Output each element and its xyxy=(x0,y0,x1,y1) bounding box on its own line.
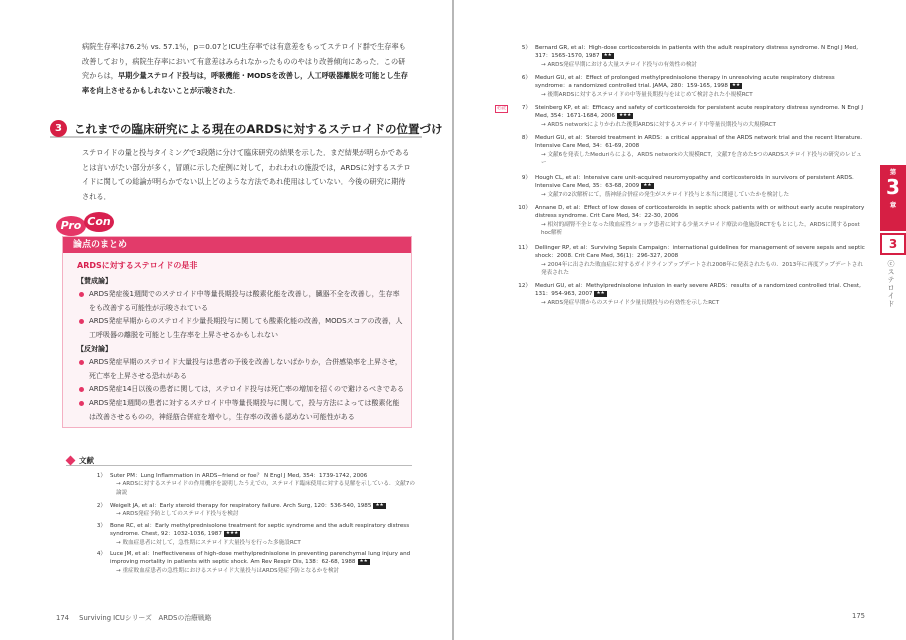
con-item xyxy=(77,397,405,424)
chapter-tab xyxy=(880,165,906,231)
con-label: 【反対論】 xyxy=(77,344,112,353)
reference-citation: Meduri GU, et al：Steroid treatment in ARDS：a critical appraisal of the ARDS network trial and the recent literature. Intensive Care Med, 34：61-69, 2008 xyxy=(535,135,863,150)
reference-citation: Annane D, et al：Effect of low doses of corticosteroids in septic shock patients with or without early acute respiratory distress syndrome. Crit Care Med, 34：22-30, 2006 xyxy=(535,205,865,220)
left-footer xyxy=(56,612,211,622)
section-number: 3 xyxy=(50,120,67,137)
references-heading xyxy=(66,456,412,466)
reference-number: 12） xyxy=(518,283,531,289)
intro-end: . xyxy=(232,85,236,95)
recommendation-star-badge: ★★ xyxy=(596,291,605,297)
recommendation-star-badge: ★★★ xyxy=(225,531,239,537)
reference-note: → 文献7の2次解析にて，筋神経合併症の発生がステロイド投与と本当に関連していたかを検討した xyxy=(541,191,790,198)
reference-note: → 文献6を発表したMeduriらによる，ARDS networkの大規模RCT，文献7を含めた5つのARDSステロイド投与の研究のレビュー xyxy=(541,151,862,167)
pro-item-text: ARDS発症後1週間でのステロイド中等量長期投与は酸素化能を改善し，臓器不全を改善し，生存率をも改善する可能性が示唆されている xyxy=(89,290,400,312)
chapter-suffix: 章 xyxy=(889,201,897,209)
right-page-number: 175 xyxy=(852,612,865,620)
recommendation-star-badge: ★★ xyxy=(359,559,368,565)
reference-number: 7） xyxy=(521,105,531,111)
pro-item xyxy=(77,315,405,342)
con-item-text: ARDS発症1週間の患者に対するステロイド中等量長期投与に関して，投与方法によっては酸素化能は改善させるものの，神経筋合併症を増やし，生存率の改善も認めない可能性がある xyxy=(89,398,400,421)
procon-subtitle: ARDSに対するステロイドの是非 xyxy=(77,261,198,270)
reference-item xyxy=(515,44,865,69)
pro-item-text: ARDS発症早期からのステロイド少量長期投与に関しても酸素化能の改善，MODSスコアの改善，人工呼吸器の離脱を可能とし生存率を上昇させるかもしれない xyxy=(89,317,403,339)
reference-citation-text: Hough CL, et al：Intensive care unit-acquired neuromyopathy and corticosteroids in survivors of persistent ARDS. Intensive Care Med, 35：63-68, 2009 xyxy=(535,175,854,190)
reference-citation xyxy=(535,44,865,61)
reference-number: 3） xyxy=(96,523,106,529)
section-heading xyxy=(50,120,443,138)
reference-item xyxy=(515,174,865,199)
reference-note: → ARDS発症早期からのステロイド少量長期投与の有効性を示したRCT xyxy=(541,299,720,306)
bullet-dot-icon xyxy=(79,387,84,392)
reference-citation: Suter PM：Lung Inflammation in ARDS−friend or foe？ N Engl J Med, 354：1739-1742, 2006 xyxy=(110,473,368,479)
reference-number: 1） xyxy=(96,473,106,479)
diamond-icon xyxy=(66,456,76,466)
con-item-text: ARDS発症14日以後の患者に関しては，ステロイド投与は死亡率の増加を招くので避けるべきである xyxy=(89,385,405,394)
bullet-dot-icon xyxy=(79,319,84,324)
pro-badge: Pro xyxy=(56,216,86,236)
recommendation-star-badge: ★★ xyxy=(603,53,612,59)
con-item xyxy=(77,383,405,397)
bullet-dot-icon xyxy=(79,360,84,365)
recommendation-star-badge: ★★★ xyxy=(618,113,632,119)
reference-item xyxy=(515,204,865,238)
must-read-badge: 必読 xyxy=(497,106,506,111)
con-badge: Con xyxy=(84,212,114,232)
reference-number: 5） xyxy=(521,45,531,51)
reference-note: → ARDS発症予防としてのステロイド投与を検討 xyxy=(116,511,239,518)
reference-item xyxy=(90,502,420,519)
reference-citation xyxy=(535,104,865,121)
recommendation-star-badge: ★★ xyxy=(731,83,741,89)
reference-citation-text: Meduri GU, et al：Methylprednisolone infusion in early severe ARDS：results of a randomized controlled trial. Chest, 131：954-963, 2007 xyxy=(535,283,861,298)
references-title: 文献 xyxy=(79,456,94,465)
section-paragraph: ステロイドの量と投与タイミングで3段階に分けて臨床研究の結果を示した．まだ結果が明らかであるとは言いがたい部分が多く，冒頭に示した症例に対して，われわれの施設では，ARDSに対するステロイドに関しての総論が明らかでない以上どのような方法であれ使用はしていない．今後の研究に期待される． xyxy=(82,148,411,201)
con-item-text: ARDS発症早期のステロイド大量投与は患者の予後を改善しないばかりか，合併感染率を上昇させ，死亡率を上昇させる恐れがある xyxy=(89,358,402,380)
reference-note: → 2004年に出された敗血症に対するガイドラインアップデートされ2008年に発表されたもの．2013年に再度アップデートされ発表された xyxy=(541,261,863,277)
reference-item xyxy=(515,244,865,278)
chapter-prefix: 第 xyxy=(889,168,897,176)
left-page-number: 174 xyxy=(56,614,69,622)
reference-item xyxy=(90,472,420,497)
reference-citation: Dellinger RP, et al：Surviving Sepsis Campaign：international guidelines for management of severe sepsis and septic shock：2008. Crit Care Med, 36(1)：296-327, 2008 xyxy=(535,245,865,260)
reference-number: 6） xyxy=(521,75,531,81)
reference-note: → 後期ARDSに対するステロイドの中等量長期投与をはじめて検討された小規模RCT xyxy=(541,91,753,98)
reference-number: 8） xyxy=(521,135,531,141)
reference-citation-text: Luce JM, et al：Ineffectiveness of high-dose methylprednisolone in preventing parenchymal lung injury and improving mortality in patients with septic shock. Am Rev Respir Dis, 138：62-68, 1988 xyxy=(110,551,411,566)
con-item xyxy=(77,356,405,383)
procon-summary-box xyxy=(62,236,412,428)
reference-number: 2） xyxy=(96,503,106,509)
reference-citation xyxy=(110,550,420,567)
reference-item xyxy=(515,134,865,168)
reference-item xyxy=(497,104,865,129)
reference-citation-text: Bernard GR, et al：High-dose corticosteroids in patients with the adult respiratory distress syndrome. N Engl J Med, 317：1565-1570, 1987 xyxy=(535,45,858,60)
reference-citation xyxy=(110,502,420,510)
pro-label: 【賛成論】 xyxy=(77,276,112,285)
reference-citation xyxy=(535,174,865,191)
reference-item xyxy=(515,74,865,99)
reference-note: → 敗血症患者に対して，急性期にステロイド大量投与を行った多施設RCT xyxy=(116,539,301,546)
section-title: これまでの臨床研究による現在のARDSに対するステロイドの位置づけ xyxy=(74,122,443,136)
reference-citation-text: Steinberg KP, et al：Efficacy and safety of corticosteroids for persistent acute respiratory distress syndrome. N Engl J Med, 354：1671-1684, 2006 xyxy=(535,105,864,120)
reference-citation-text: Weigelt JA, et al：Early steroid therapy for respiratory failure. Arch Surg, 120：536-540, 1985 xyxy=(110,503,372,509)
reference-citation xyxy=(110,522,420,539)
reference-number: 9） xyxy=(521,175,531,181)
reference-number: 11） xyxy=(518,245,531,251)
bullet-dot-icon xyxy=(79,292,84,297)
intro-emphasis: 早期少量ステロイド投与は，呼吸機能・MODSを改善し，人工呼吸器離脱を可能とし生存率を向上させるかもしれないことが示唆された xyxy=(82,71,408,95)
reference-citation xyxy=(535,74,865,91)
reference-citation-text: Meduri GU, et al：Effect of prolonged methylprednisolone therapy in unresolving acute respiratory distress syndrome：a randomized controlled trial. JAMA, 280：159-165, 1998 xyxy=(535,75,835,90)
reference-note: → 相対的副腎不全となった敗血症性ショック患者に対する少量ステロイド療法の他施設RCTをもとにした，ARDSに関するpost hoc解析 xyxy=(541,221,860,237)
recommendation-star-badge: ★★ xyxy=(375,503,384,508)
left-page xyxy=(0,0,452,640)
recommendation-star-badge: ★★ xyxy=(643,183,652,189)
reference-note: → ARDS発症早期における大量ステロイド投与の有効性の検討 xyxy=(541,61,698,68)
bullet-dot-icon xyxy=(79,401,84,406)
reference-number: 10） xyxy=(518,205,531,211)
reference-citation-text: Bone RC, et al：Early methylprednisolone treatment for septic syndrome and the adult respiratory distress syndrome. Chest, 92：1032-1036, 1987 xyxy=(110,523,410,538)
chapter-number: 3 xyxy=(886,175,900,199)
procon-header: 論点のまとめ xyxy=(63,237,411,253)
reference-number: 4） xyxy=(96,551,106,557)
reference-item xyxy=(90,550,420,575)
intro-paragraph xyxy=(82,40,412,98)
intro-text: 病院生存率は76.2％ vs. 57.1％，p＝0.07とICU生存率では有意差をもってステロイド群で生存率も改善しており，病院生存率において有意差はみられなかったもののやはり改善傾向にあった．この研究からは， xyxy=(82,42,406,81)
reference-note: → 重症敗血症患者の急性期におけるステロイド大量投与はARDS発症予防となるかを検討 xyxy=(116,567,340,574)
procon-content xyxy=(77,259,405,424)
section-tab-title: ⓒステロイド xyxy=(887,260,895,308)
reference-item xyxy=(90,522,420,547)
reference-citation xyxy=(535,282,865,299)
section-tab: 3 xyxy=(880,233,906,255)
series-title: Surviving ICUシリーズ ARDSの治療戦略 xyxy=(79,614,212,622)
reference-note: → ARDSに対するステロイドの作用機序を説明したうえでの，ステロイド臨床使用に対する見解を示している．文献7の論説 xyxy=(116,481,415,496)
pro-item xyxy=(77,288,405,315)
reference-item xyxy=(515,282,865,307)
reference-note: → ARDS networkによりかわれた後期ARDSに対するステロイド中等量長期投与の大規模RCT xyxy=(541,121,776,128)
